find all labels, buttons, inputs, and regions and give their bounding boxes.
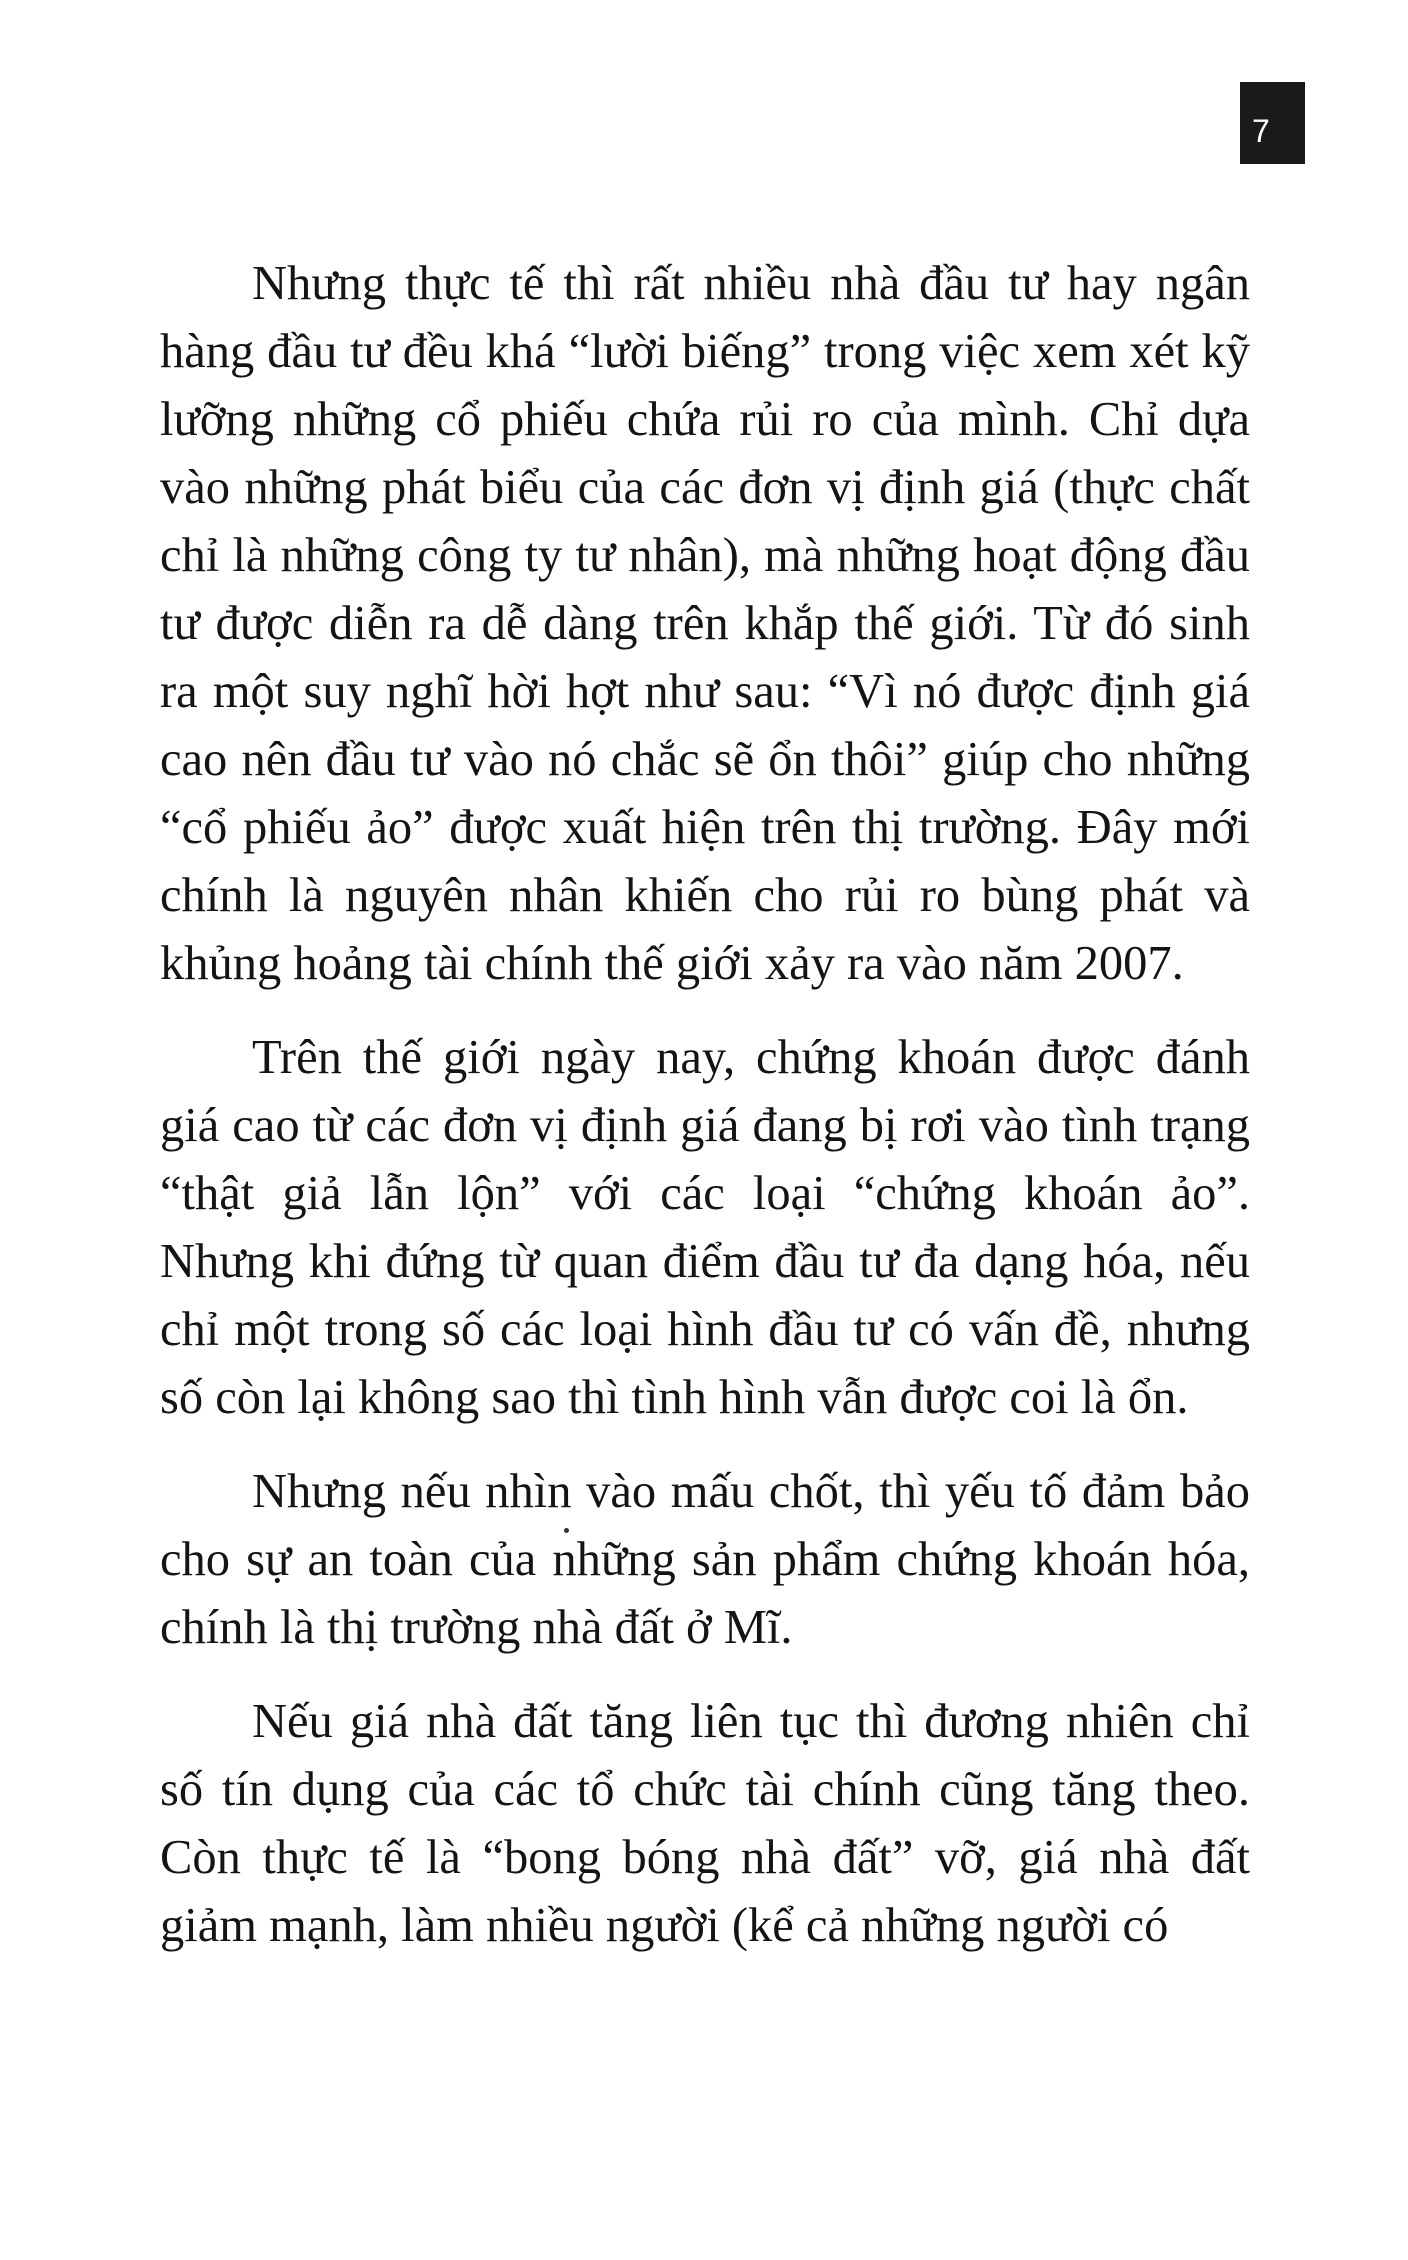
print-speck: [564, 1528, 569, 1533]
paragraph-3: Nhưng nếu nhìn vào mấu chốt, thì yếu tố đảm bảo cho sự an toàn của những sản phẩm chứng khoán hóa, chính là thị trường nhà đất ở Mĩ.: [160, 1465, 1250, 1654]
page-number-text: 7: [1252, 113, 1270, 149]
paragraph-2: Trên thế giới ngày nay, chứng khoán được đánh giá cao từ các đơn vị định giá đang bị rơi vào tình trạng “thật giả lẫn lộn” với các loại “chứng khoán ảo”. Nhưng khi đứng từ quan điểm đầu tư đa dạng hóa, nếu chỉ một trong số các loại hình đầu tư có vấn đề, nhưng số còn lại không sao thì tình hình vẫn được coi là ổn.: [160, 1031, 1250, 1424]
page-body: [160, 250, 1250, 1986]
page-number: [1240, 82, 1305, 164]
paragraph-1: Nhưng thực tế thì rất nhiều nhà đầu tư hay ngân hàng đầu tư đều khá “lười biếng” trong việc xem xét kỹ lưỡng những cổ phiếu chứa rủi ro của mình. Chỉ dựa vào những phát biểu của các đơn vị định giá (thực chất chỉ là những công ty tư nhân), mà những hoạt động đầu tư được diễn ra dễ dàng trên khắp thế giới. Từ đó sinh ra một suy nghĩ hời hợt như sau: “Vì nó được định giá cao nên đầu tư vào nó chắc sẽ ổn thôi” giúp cho những “cổ phiếu ảo” được xuất hiện trên thị trường. Đây mới chính là nguyên nhân khiến cho rủi ro bùng phát và khủng hoảng tài chính thế giới xảy ra vào năm 2007.: [160, 257, 1250, 990]
paragraph-4: Nếu giá nhà đất tăng liên tục thì đương nhiên chỉ số tín dụng của các tổ chức tài chính cũng tăng theo. Còn thực tế là “bong bóng nhà đất” vỡ, giá nhà đất giảm mạnh, làm nhiều người (kể cả những người có: [160, 1695, 1250, 1952]
